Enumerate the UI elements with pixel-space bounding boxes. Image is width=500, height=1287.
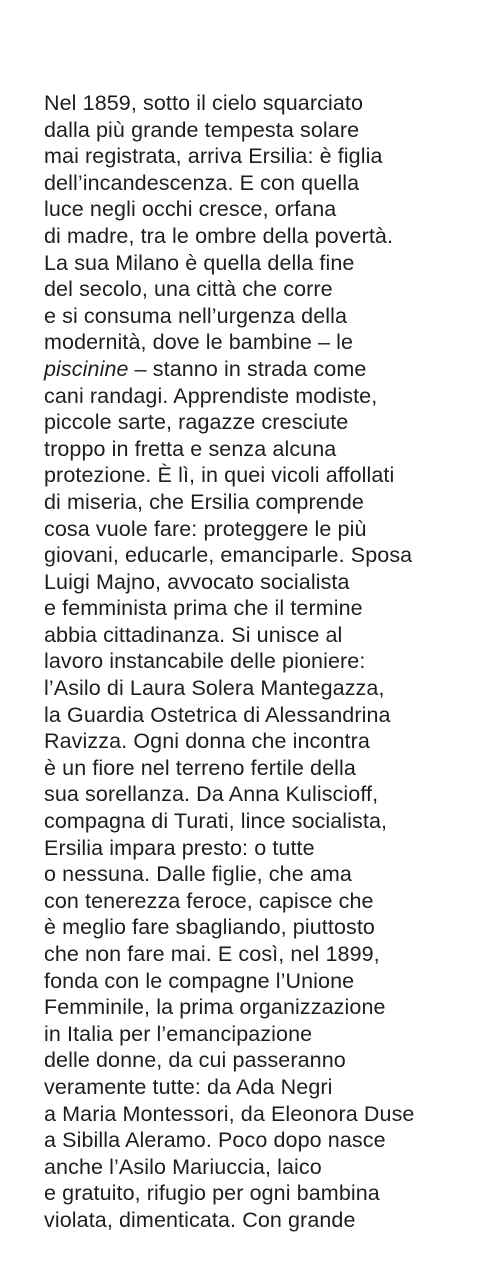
text-line: e si consuma nell’urgenza della: [44, 303, 348, 328]
text-line: a Sibilla Aleramo. Poco dopo nasce: [44, 1128, 386, 1153]
text-line: l’Asilo di Laura Solera Mantegazza,: [44, 676, 385, 701]
text-line: troppo in fretta e senza alcuna: [44, 436, 337, 461]
text-line: luce negli occhi cresce, orfana: [44, 197, 337, 222]
text-line-rest: – stanno in strada come: [128, 356, 367, 381]
text-line: o nessuna. Dalle figlie, che ama: [44, 862, 352, 887]
text-line: compagna di Turati, lince socialista,: [44, 809, 388, 834]
text-line: è un fiore nel terreno fertile della: [44, 755, 356, 780]
text-line: mai registrata, arriva Ersilia: è figlia: [44, 144, 383, 169]
text-line: dalla più grande tempesta solare: [44, 117, 360, 142]
text-line: Ravizza. Ogni donna che incontra: [44, 729, 370, 754]
text-line: Nel 1859, sotto il cielo squarciato: [44, 91, 364, 115]
text-line: piccole sarte, ragazze cresciute: [44, 410, 349, 435]
text-line: sua sorellanza. Da Anna Kuliscioff,: [44, 782, 379, 807]
text-line: abbia cittadinanza. Si unisce al: [44, 622, 343, 647]
text-line: delle donne, da cui passeranno: [44, 1048, 346, 1073]
italic-term: piscinine: [44, 356, 129, 381]
text-line: protezione. È lì, in quei vicoli affollati: [44, 463, 395, 488]
text-line: Femminile, la prima organizzazione: [44, 995, 386, 1020]
text-line: dell’incandescenza. E con quella: [44, 170, 360, 195]
text-line: è meglio fare sbagliando, piuttosto: [44, 915, 375, 940]
text-line: Luigi Majno, avvocato socialista: [44, 569, 350, 594]
text-line: con tenerezza feroce, capisce che: [44, 888, 374, 913]
text-line: veramente tutte: da Ada Negri: [44, 1074, 333, 1099]
text-line: e gratuito, rifugio per ogni bambina: [44, 1181, 380, 1206]
text-line: violata, dimenticata. Con grande: [44, 1207, 356, 1232]
text-line: di miseria, che Ersilia comprende: [44, 489, 364, 514]
text-line: fonda con le compagne l’Unione: [44, 968, 355, 993]
text-line: cani randagi. Apprendiste modiste,: [44, 383, 378, 408]
text-line-with-italic: [44, 356, 484, 383]
text-line: La sua Milano è quella della fine: [44, 250, 355, 275]
text-line: la Guardia Ostetrica di Alessandrina: [44, 702, 391, 727]
text-line: che non fare mai. E così, nel 1899,: [44, 942, 380, 966]
text-line: in Italia per l’emancipazione: [44, 1021, 313, 1046]
text-line: modernità, dove le bambine – le: [44, 330, 354, 355]
text-line: a Maria Montessori, da Eleonora Duse: [44, 1101, 415, 1126]
text-line: lavoro instancabile delle pioniere:: [44, 649, 366, 674]
text-line: di madre, tra le ombre della povertà.: [44, 223, 394, 248]
text-line: del secolo, una città che corre: [44, 277, 333, 302]
text-line: giovani, educarle, emanciparle. Sposa: [44, 543, 413, 568]
body-text: [44, 90, 484, 1234]
text-line: e femminista prima che il termine: [44, 596, 363, 621]
text-line: cosa vuole fare: proteggere le più: [44, 516, 367, 541]
text-line: anche l’Asilo Mariuccia, laico: [44, 1154, 322, 1179]
text-line: Ersilia impara presto: o tutte: [44, 835, 315, 860]
